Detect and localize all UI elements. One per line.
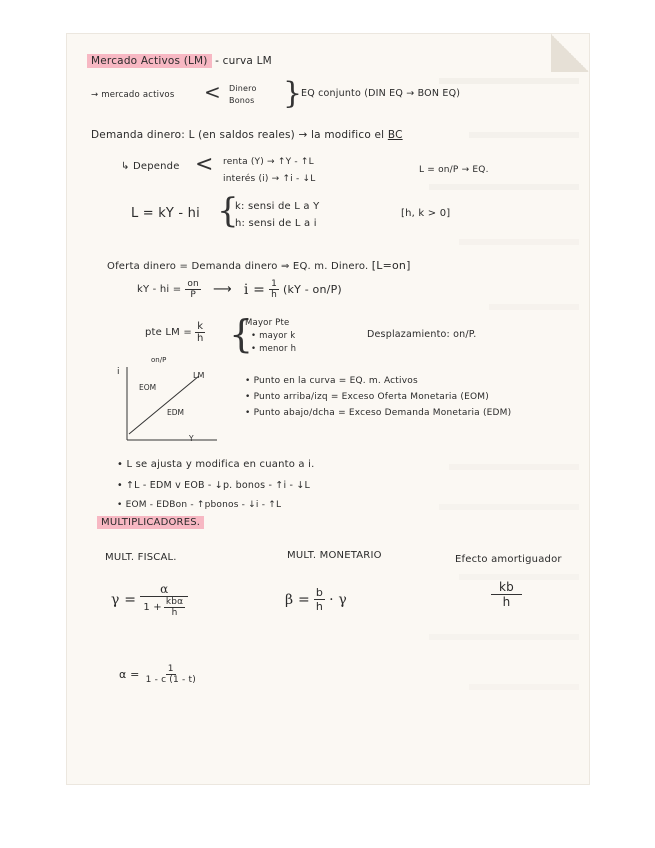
- gamma-den-frac: [164, 597, 185, 618]
- oferta-bracket: [L=on]: [371, 259, 411, 272]
- multiplicadores-title: MULTIPLICADORES.: [97, 516, 204, 529]
- oferta-i-tail: (kY - on/P): [283, 283, 342, 296]
- oferta-frac: [185, 279, 201, 300]
- pte-desplazamiento: Desplazamiento: on/P.: [367, 329, 477, 340]
- gamma-formula: [111, 582, 188, 618]
- oferta-i-eq: i =: [243, 281, 266, 298]
- beta-tail: · γ: [329, 591, 347, 608]
- depende-interes: interés (i) → ↑i - ↓L: [223, 174, 316, 184]
- depende-renta: renta (Y) → ↑Y - ↑L: [223, 157, 314, 167]
- lm-graph-svg: [117, 362, 227, 452]
- alpha-lhs: α =: [119, 668, 140, 681]
- formula-l-h: h: sensi de L a i: [235, 218, 317, 229]
- oferta-frac-den: P: [190, 290, 196, 300]
- pte-lhs: pte LM =: [145, 327, 192, 338]
- graph-eom-label: EOM: [139, 383, 157, 392]
- bullet-3: • EOM - EDBon - ↑pbonos - ↓i - ↑L: [117, 500, 282, 510]
- mercado-branch-icon: <: [204, 80, 221, 104]
- depende-branch-icon: <: [195, 152, 214, 177]
- gamma-num: α: [140, 582, 188, 597]
- pte-menor-h: • menor h: [251, 344, 297, 354]
- bullet-1: • L se ajusta y modifica en cuanto a i.: [117, 459, 315, 470]
- mercado-arrow-label: → mercado activos: [91, 90, 175, 100]
- gamma-frac: [140, 582, 188, 618]
- page-fold: [551, 34, 589, 72]
- amortiguador-label: Efecto amortiguador: [455, 554, 562, 565]
- oferta-i-frac: [269, 279, 279, 300]
- graph-bullet-2: • Punto arriba/izq = Exceso Oferta Monetaria (EOM): [245, 392, 489, 402]
- gamma-den: [141, 597, 187, 618]
- section-title-row: [87, 55, 272, 67]
- bullet-2: • ↑L - EDM v EOB - ↓p. bonos - ↑i - ↓L: [117, 480, 311, 491]
- arrow-right-icon: ⟶: [212, 282, 232, 297]
- formula-l-k: k: sensi de L a Y: [235, 201, 320, 212]
- pte-frac-den: h: [196, 333, 204, 344]
- graph-top-label: on/P: [151, 356, 167, 364]
- brace-icon: {: [217, 191, 239, 231]
- alpha-den: 1 - c (1 - t): [145, 675, 196, 685]
- pte-mayor: Mayor Pte: [245, 318, 290, 328]
- amortiguador-formula: [491, 580, 522, 609]
- alpha-frac: [144, 664, 198, 685]
- section-title-suffix: - curva LM: [215, 55, 272, 67]
- oferta-i-frac-den: h: [271, 290, 277, 300]
- oferta-equation: [137, 279, 342, 300]
- notes-page: [66, 33, 590, 785]
- alpha-num: 1: [167, 664, 174, 674]
- pte-lm: [145, 321, 206, 344]
- gamma-den-num: kbα: [165, 597, 184, 607]
- mult-monetario-label: MULT. MONETARIO: [287, 550, 382, 561]
- graph-bullet-1: • Punto en la curva = EQ. m. Activos: [245, 376, 418, 386]
- gamma-lhs: γ =: [111, 592, 137, 608]
- mercado-item-bonos: Bonos: [229, 96, 255, 105]
- beta-num: b: [315, 586, 324, 599]
- oferta-eq-left: kY - hi =: [137, 284, 182, 295]
- beta-lhs: β =: [285, 591, 310, 608]
- multiplicadores-title-row: [97, 517, 204, 528]
- brace-icon: }: [283, 76, 303, 111]
- mercado-item-dinero: Dinero: [229, 84, 257, 93]
- formula-l: L = kY - hi: [131, 206, 200, 221]
- depende-label: ↳ Depende: [121, 161, 180, 172]
- demanda-line: [91, 129, 403, 141]
- graph-edm-label: EDM: [167, 408, 184, 417]
- demanda-line-text: Demanda dinero: L (en saldos reales) → la modifico el: [91, 129, 385, 141]
- alpha-formula: [119, 664, 198, 685]
- amortiguador-num: kb: [491, 580, 522, 595]
- pte-frac-num: k: [197, 321, 204, 332]
- gamma-den-den: h: [171, 608, 178, 618]
- graph-lm-label: LM: [193, 371, 205, 380]
- pte-frac: [195, 321, 206, 344]
- formula-l-condition: [h, k > 0]: [401, 208, 451, 219]
- pte-mayor-k: • mayor k: [251, 331, 296, 341]
- mercado-result: EQ conjunto (DIN EQ → BON EQ): [301, 88, 461, 99]
- mult-fiscal-label: MULT. FISCAL.: [105, 552, 177, 563]
- demanda-eq: L = on/P → EQ.: [419, 165, 489, 175]
- graph-bullet-3: • Punto abajo/dcha = Exceso Demanda Monetaria (EDM): [245, 408, 512, 418]
- amortiguador-den: h: [502, 595, 511, 609]
- oferta-line: [107, 259, 411, 272]
- graph-i-label: i: [117, 367, 120, 377]
- demanda-bc: BC: [387, 129, 403, 141]
- graph-y-label: Y: [189, 434, 194, 443]
- oferta-frac-num: on: [187, 279, 199, 289]
- beta-den: h: [315, 600, 324, 613]
- oferta-text: Oferta dinero = Demanda dinero ⇒ EQ. m. Dinero.: [107, 261, 369, 272]
- gamma-den-a: 1 +: [143, 602, 162, 613]
- section-title: Mercado Activos (LM): [87, 54, 212, 68]
- amortiguador-frac: [491, 580, 522, 609]
- beta-formula: [285, 586, 347, 613]
- brace-icon: {: [229, 312, 254, 356]
- beta-frac: [314, 586, 325, 613]
- oferta-i-frac-num: 1: [271, 279, 278, 289]
